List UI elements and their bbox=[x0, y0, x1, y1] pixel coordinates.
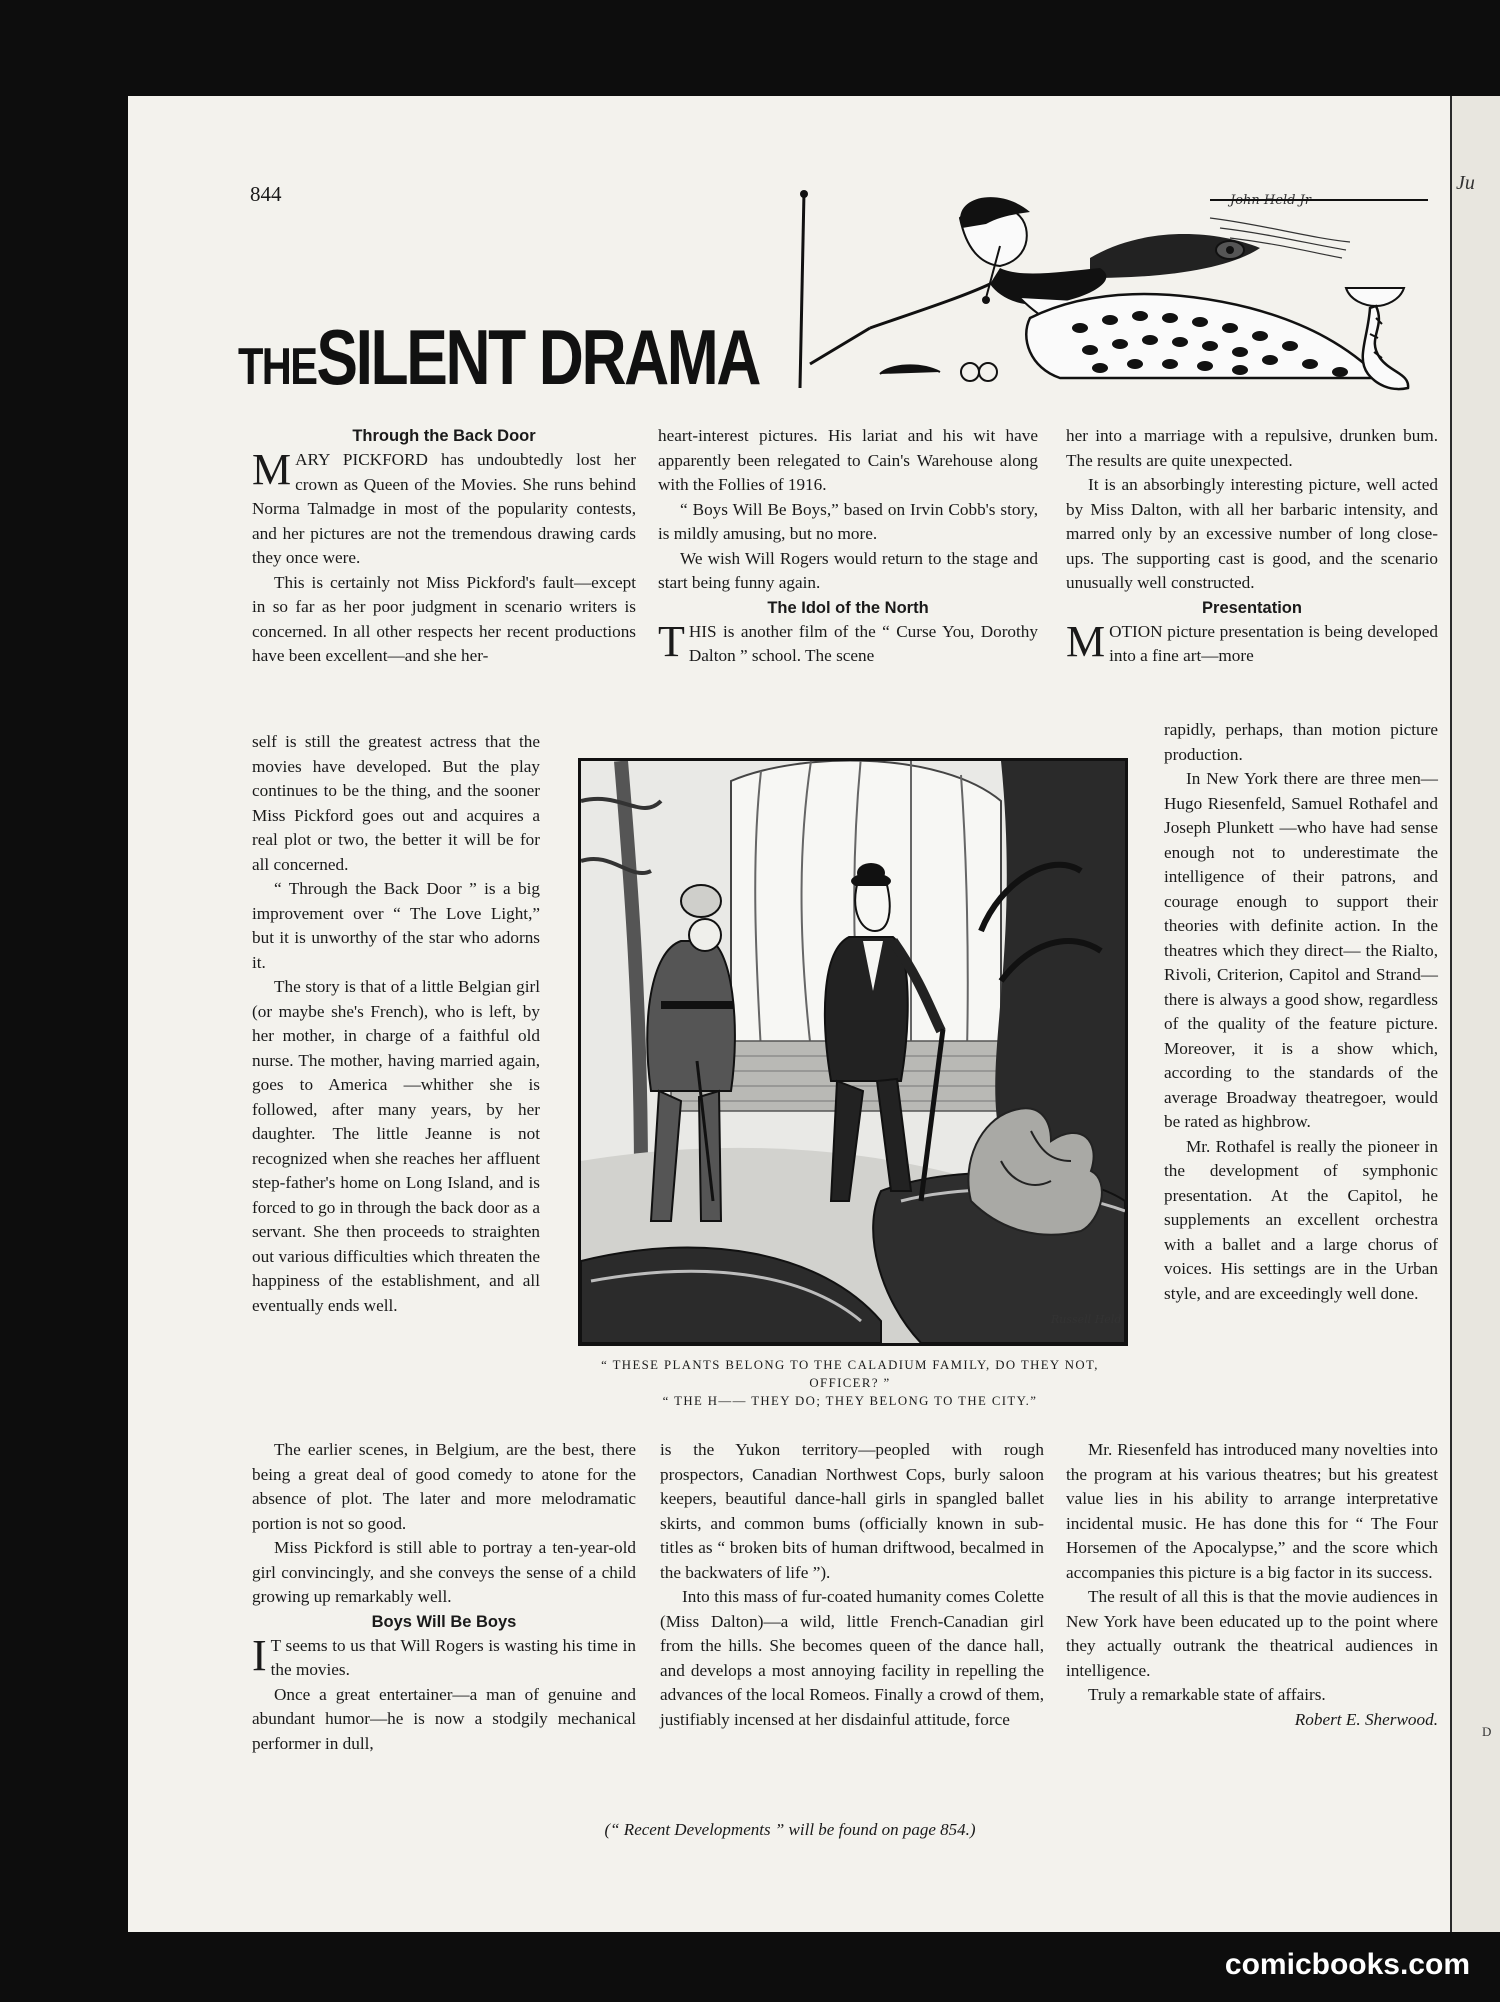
facing-page-edge bbox=[1452, 96, 1500, 1932]
paragraph: Truly a remarkable state of affairs. bbox=[1088, 1685, 1326, 1704]
section-heading-presentation: Presentation bbox=[1202, 598, 1302, 617]
paragraph: Miss Pickford is still able to portray a ten-year-old girl convincingly, and she conveys the sense of a child growing up remarkably well. bbox=[252, 1538, 636, 1606]
column-3-top bbox=[1066, 424, 1438, 669]
paragraph: is the Yukon territory—peopled with rough prospectors, Canadian Northwest Cops, burly saloon keepers, beautiful dance-hall girls in spangled ballet skirts, and common bums (officially known in sub-titles as “ broken bits of human driftwood, becalmed in the backwaters of life ”). bbox=[660, 1440, 1044, 1582]
paragraph: “ Boys Will Be Boys,” based on Irvin Cobb's story, is mildly amusing, but no more. bbox=[658, 499, 1038, 543]
section-heading-idol: The Idol of the North bbox=[767, 598, 929, 617]
site-watermark: comicbooks.com bbox=[1224, 1948, 1470, 1981]
paragraph: heart-interest pictures. His lariat and his wit have apparently been relegated to Cain's Warehouse along with the Follies of 1916. bbox=[658, 426, 1038, 494]
paragraph: Into this mass of fur-coated humanity comes Colette (Miss Dalton)—a wild, little French-Canadian girl from the hills. She becomes queen of the dance hall, and develops a most annoying facility in repelling the advances of the local Romeos. Finally a crowd of them, justifiably incensed at her disdainful attitude, force bbox=[660, 1587, 1044, 1729]
paragraph: I T seems to us that Will Rogers is wasting his time in the movies. bbox=[252, 1630, 636, 1680]
paragraph: self is still the greatest actress that the movies have developed. But the play continues to be the thing, and the sooner Miss Pickford goes out and acquires a real plot or two, the better it will be for all concerned. bbox=[252, 732, 540, 874]
column-3-bottom bbox=[1066, 1438, 1438, 1732]
column-1-top bbox=[252, 424, 636, 669]
section-heading-back-door: Through the Back Door bbox=[352, 427, 536, 445]
paragraph: This is certainly not Miss Pickford's fault—except in so far as her poor judgment in scenario writers is concerned. In all other respects her recent productions have been excellent—and she her- bbox=[252, 572, 636, 665]
cartoon-illustration bbox=[578, 758, 1128, 1346]
paragraph: The result of all this is that the movie audiences in New York have been educated up to the point where they actually outrank the theatrical audiences in intelligence. bbox=[1066, 1587, 1438, 1680]
drop-cap: T bbox=[658, 616, 685, 666]
paragraph: her into a marriage with a repulsive, drunken bum. The results are quite unexpected. bbox=[1066, 426, 1438, 470]
paragraph: The story is that of a little Belgian girl (or maybe she's French), who is left, by her mother, in charge of a faithful old nurse. The mother, having married again, goes to America —whither she is followed, after many years, by her daughter. The little Jeanne is not recognized when she reaches her affluent step-father's home on Long Island, and is forced to go in through the back door as a servant. She then proceeds to straighten out various difficulties which threaten the happiness of the establishment, and all eventually ends well. bbox=[252, 977, 540, 1315]
drop-cap: I bbox=[252, 1630, 267, 1680]
facing-page-letter-fragment: D bbox=[1482, 1724, 1492, 1739]
page-title bbox=[238, 302, 760, 412]
paragraph: MOTION picture presentation is being developed into a fine art—more bbox=[1066, 616, 1438, 666]
column-2-bottom bbox=[660, 1438, 1044, 1732]
paragraph: Once a great entertainer—a man of genuine and abundant humor—he is now a stodgily mechanical performer in dull, bbox=[252, 1684, 636, 1753]
paragraph: Mr. Riesenfeld has introduced many novelties into the program at his various theatres; but his greatest value lies in his ability to arrange interpretative incidental music. He has done this for “ The Four Horsemen of the Apocalypse,” and the score which accompanies this picture is a big factor in its success. bbox=[1066, 1440, 1438, 1582]
author-signature: Robert E. Sherwood. bbox=[1294, 1709, 1438, 1729]
caption-line-1: “ THESE PLANTS BELONG TO THE CALADIUM FAMILY, DO THEY NOT, OFFICER? ” bbox=[601, 1358, 1099, 1390]
artist-signature: John Held Jr bbox=[1230, 193, 1311, 208]
paragraph: MARY PICKFORD has undoubtedly lost her crown as Queen of the Movies. She runs behind Norma Talmadge in most of the popularity contests, and her pictures are not the tremendous drawing cards they once were. bbox=[252, 445, 636, 567]
drop-cap: M bbox=[252, 445, 292, 494]
paragraph: THIS is another film of the “ Curse You, Dorothy Dalton ” school. The scene bbox=[658, 616, 1038, 666]
paragraph: Mr. Rothafel is really the pioneer in the development of symphonic presentation. At the Capitol, he supplements an excellent orchestra with a ballet and a large chorus of voices. His settings are in the Urban style, and are exceedingly well done. bbox=[1164, 1136, 1438, 1303]
paragraph: In New York there are three men—Hugo Riesenfeld, Samuel Rothafel and Joseph Plunkett —who have had sense enough not to underestimate the intelligence of their patrons, and courage enough to support their theories with definite action. In the theatres which they direct— the Rialto, Rivoli, Criterion, Capitol and Strand—there is always a good show, regardless of the quality of the feature picture. Moreover, it is a show which, according to the standards of the average Broadway theatregoer, would be rated as highbrow. bbox=[1164, 769, 1438, 1131]
drop-cap: M bbox=[1066, 616, 1106, 666]
title-the: THE bbox=[238, 338, 317, 396]
section-heading-boys: Boys Will Be Boys bbox=[371, 1612, 517, 1631]
illustration-caption bbox=[578, 1356, 1122, 1410]
illustration-signature: Russell Held bbox=[1051, 1313, 1122, 1326]
column-2-top bbox=[658, 424, 1038, 669]
facing-page-header-fragment: Ju bbox=[1456, 172, 1475, 194]
footnote: (“ Recent Developments ” will be found on page 854.) bbox=[604, 1820, 976, 1839]
header-illustration bbox=[790, 188, 1428, 398]
column-1-bottom bbox=[252, 1438, 636, 1756]
paragraph: rapidly, perhaps, than motion picture production. bbox=[1164, 720, 1438, 764]
paragraph: It is an absorbingly interesting picture, well acted by Miss Dalton, with all her barbaric intensity, and marred only by an excessive number of long close-ups. The supporting cast is good, and the scenario unusually well constructed. bbox=[1066, 475, 1438, 592]
page-number: 844 bbox=[250, 182, 282, 206]
paragraph: The earlier scenes, in Belgium, are the best, there being a great deal of good comedy to atone for the absence of plot. The later and more melodramatic portion is not so good. bbox=[252, 1440, 636, 1533]
paragraph: We wish Will Rogers would return to the stage and start being funny again. bbox=[658, 548, 1038, 592]
column-3-middle bbox=[1164, 718, 1438, 1306]
paragraph: “ Through the Back Door ” is a big improvement over “ The Love Light,” but it is unworthy of the star who adorns it. bbox=[252, 879, 540, 972]
caption-line-2: “ THE H—— THEY DO; THEY BELONG TO THE CITY.” bbox=[662, 1394, 1038, 1408]
title-main: SILENT DRAMA bbox=[316, 313, 760, 401]
column-1-middle bbox=[252, 730, 540, 1318]
